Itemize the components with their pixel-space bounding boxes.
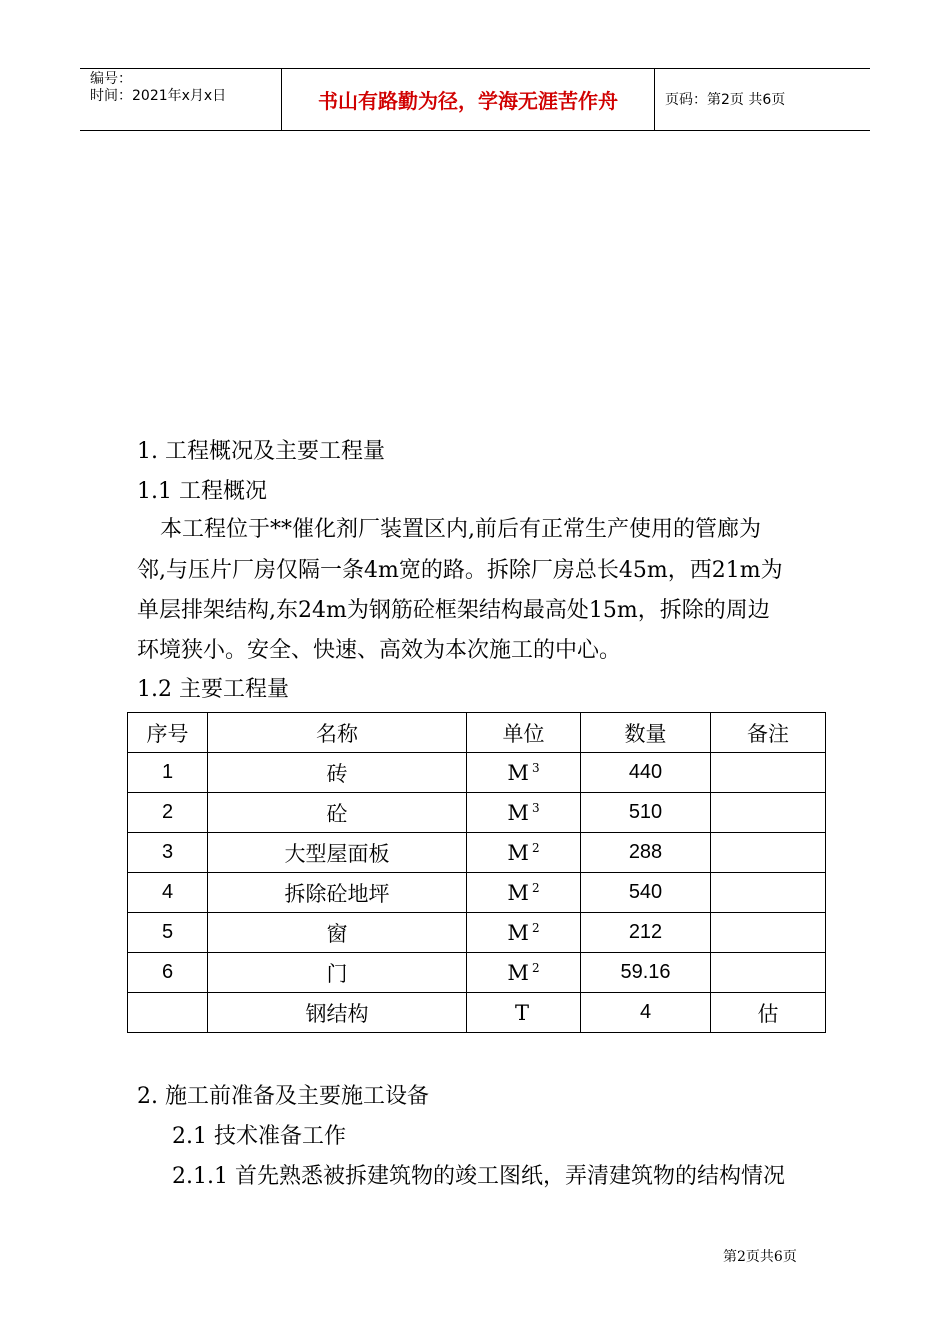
section-2-title: 2. 施工前准备及主要施工设备 [137, 1084, 429, 1109]
row-note [711, 873, 826, 913]
unit-exponent: 2 [531, 880, 540, 895]
row-note: 估 [711, 993, 826, 1033]
page-footer: 第2页共6页 [723, 1249, 797, 1265]
row-name: 拆除砼地坪 [208, 873, 467, 913]
unit-exponent: 2 [531, 960, 540, 975]
page-header [80, 68, 870, 131]
unit-exponent: 2 [531, 840, 540, 855]
table-row [128, 873, 826, 913]
section-1-title: 1. 工程概况及主要工程量 [137, 439, 385, 464]
row-number [128, 993, 208, 1033]
header-motto-cell [282, 69, 655, 130]
paragraph-line: 单层排架结构,东24m为钢筋砼框架结构最高处15m，拆除的周边 [137, 598, 770, 623]
row-number: 5 [128, 913, 208, 953]
unit-base: M [507, 800, 529, 825]
section-2-1-1-text: 2.1.1 首先熟悉被拆建筑物的竣工图纸，弄清建筑物的结构情况 [172, 1164, 785, 1189]
table-header-cell: 备注 [711, 713, 826, 753]
row-unit [467, 953, 581, 993]
row-note [711, 753, 826, 793]
row-quantity: 288 [581, 833, 711, 873]
header-page-cell [655, 69, 870, 130]
unit-exponent: 2 [531, 920, 540, 935]
table-row [128, 793, 826, 833]
quantity-table [127, 712, 826, 1033]
row-quantity: 440 [581, 753, 711, 793]
table-row [128, 753, 826, 793]
table-row [128, 953, 826, 993]
row-number: 6 [128, 953, 208, 993]
paragraph-line: 邻,与压片厂房仅隔一条4m宽的路。拆除厂房总长45m，西21m为 [137, 558, 783, 583]
table-header-cell: 数量 [581, 713, 711, 753]
unit-exponent: 3 [531, 800, 540, 815]
row-name: 大型屋面板 [208, 833, 467, 873]
header-time-label: 时间：2021年x月x日 [90, 88, 227, 104]
row-number: 4 [128, 873, 208, 913]
table-row [128, 993, 826, 1033]
row-quantity: 510 [581, 793, 711, 833]
row-unit [467, 873, 581, 913]
row-note [711, 833, 826, 873]
table-header-cell: 名称 [208, 713, 467, 753]
row-note [711, 913, 826, 953]
header-motto: 书山有路勤为径，学海无涯苦作舟 [318, 89, 618, 113]
row-unit [467, 913, 581, 953]
table-header-cell: 单位 [467, 713, 581, 753]
row-unit [467, 753, 581, 793]
row-name: 砼 [208, 793, 467, 833]
row-quantity: 59.16 [581, 953, 711, 993]
header-number-label: 编号： [90, 71, 132, 87]
row-name: 门 [208, 953, 467, 993]
row-name: 钢结构 [208, 993, 467, 1033]
row-quantity: 212 [581, 913, 711, 953]
section-2-1-title: 2.1 技术准备工作 [172, 1124, 346, 1149]
row-number: 2 [128, 793, 208, 833]
row-quantity: 540 [581, 873, 711, 913]
table-header-cell: 序号 [128, 713, 208, 753]
table-row [128, 913, 826, 953]
row-name: 窗 [208, 913, 467, 953]
unit-base: M [507, 760, 529, 785]
unit-base: T [514, 1000, 529, 1025]
header-page-info: 页码：第2页 共6页 [665, 92, 786, 108]
row-number: 1 [128, 753, 208, 793]
row-unit [467, 833, 581, 873]
row-note [711, 793, 826, 833]
table-header-row [128, 713, 826, 753]
paragraph-line: 环境狭小。安全、快速、高效为本次施工的中心。 [137, 638, 622, 663]
row-number: 3 [128, 833, 208, 873]
unit-base: M [507, 840, 529, 865]
paragraph-line: 本工程位于**催化剂厂装置区内,前后有正常生产使用的管廊为 [160, 517, 761, 542]
row-quantity: 4 [581, 993, 711, 1033]
row-note [711, 953, 826, 993]
section-1-2-title: 1.2 主要工程量 [137, 677, 289, 702]
unit-exponent: 3 [531, 760, 540, 775]
header-meta-cell [80, 69, 282, 130]
table-row [128, 833, 826, 873]
row-unit [467, 993, 581, 1033]
unit-base: M [507, 880, 529, 905]
unit-base: M [507, 920, 529, 945]
unit-base: M [507, 960, 529, 985]
section-1-1-title: 1.1 工程概况 [137, 479, 267, 504]
row-unit [467, 793, 581, 833]
row-name: 砖 [208, 753, 467, 793]
